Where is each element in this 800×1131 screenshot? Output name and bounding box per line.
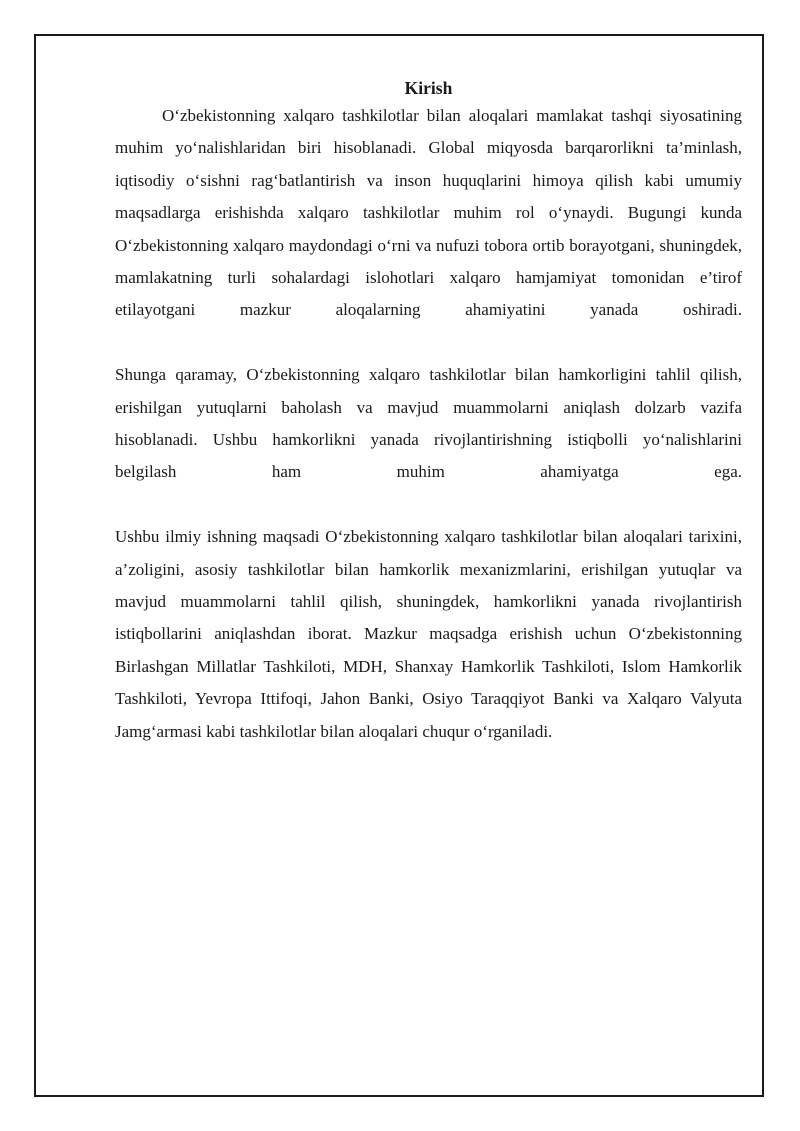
document-title: Kirish [404,78,453,98]
paragraph-aim: Ushbu ilmiy ishning maqsadi O‘zbekistonning xalqaro tashkilotlar bilan aloqalari tarixini, a’zoligini, asosiy tashkilotlar bilan hamkorlik mexanizmlarini, erishilgan yutuqlar va mavjud muammolarni tahlil qilish, shuningdek, hamkorlikni yanada rivojlantirish istiqbollarini aniqlashdan iborat. Mazkur maqsadga erishish uchun O‘zbekistonning Birlashgan Millatlar Tashkiloti, MDH, Shanxay Hamkorlik Tashkiloti, Islom Hamkorlik Tashkiloti, Yevropa Ittifoqi, Jahon Banki, Osiyo Taraqqiyot Banki va Xalqaro Valyuta Jamg‘armasi kabi tashkilotlar bilan aloqalari chuqur o‘rganiladi. [115,527,742,741]
paragraph-intro: O‘zbekistonning xalqaro tashkilotlar bilan aloqalari mamlakat tashqi siyosatining muhim yo‘nalishlaridan biri hisoblanadi. Global miqyosda barqarorlikni ta’minlash, iqtisodiy o‘sishni rag‘batlantirish va inson huquqlarini himoya qilish kabi umumiy maqsadlarga erishishda xalqaro tashkilotlar muhim rol o‘ynaydi. Bugungi kunda O‘zbekistonning xalqaro maydondagi o‘rni va nufuzi tobora ortib borayotgani, shuningdek, mamlakatning turli sohalardagi islohotlari xalqaro hamjamiyat tomonidan e’tirof etilayotgani mazkur aloqalarning ahamiyatini yanada oshiradi. [115,106,742,320]
document-body [115,76,742,748]
paragraph-gap [115,327,742,359]
paragraph-gap [115,489,742,521]
paragraph-analysis: Shunga qaramay, O‘zbekistonning xalqaro tashkilotlar bilan hamkorligini tahlil qilish, erishilgan yutuqlarni baholash va mavjud muammolarni aniqlash dolzarb vazifa hisoblanadi. Ushbu hamkorlikni yanada rivojlantirishning istiqbolli yo‘nalishlarini belgilash ham muhim ahamiyatga ega. [115,365,742,482]
